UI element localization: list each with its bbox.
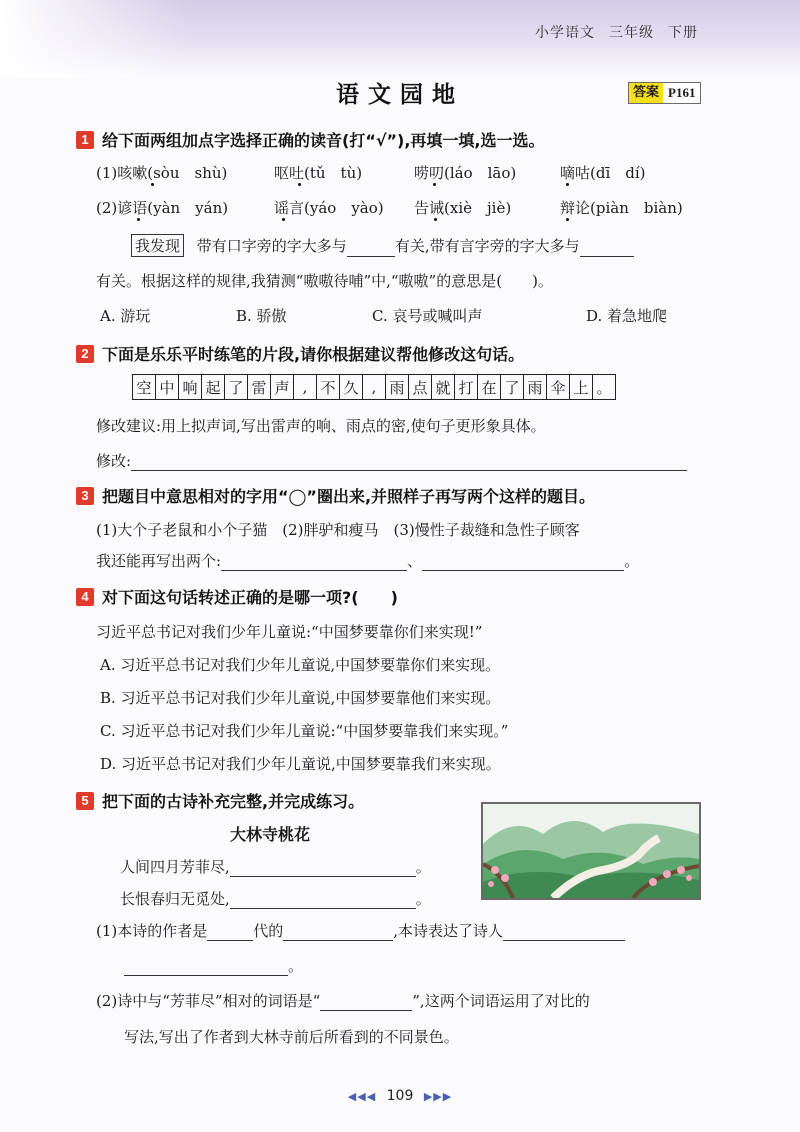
q1-r2-word2: 谣言(yáo yào) [274,199,384,217]
option-b[interactable]: B. 骄傲 [236,307,287,325]
grid-cell: 声 [271,375,294,399]
fill-blank[interactable] [320,994,412,1011]
poem-blank[interactable] [230,860,416,877]
fill-blank[interactable] [207,924,253,941]
question-4-heading [76,585,398,608]
q5-sub1: (1)本诗的作者是 代的 ,本诗表达了诗人 [96,920,625,941]
q5-sub1-cont: 。 [124,955,303,976]
question-3-text: 把题目中意思相对的字用“◯”圈出来,并照样子再写两个这样的题目。 [102,487,596,506]
emphasis-dot [433,183,436,186]
question-2-heading [76,342,524,365]
fill-blank[interactable] [503,924,625,941]
answer-badge[interactable] [628,82,701,104]
subject-label: 小学语文 [535,25,595,41]
q5-sub2: (2)诗中与“芳菲尽”相对的词语是“ ”,这两个词语运用了对比的 [96,992,590,1010]
next-arrows-icon[interactable]: ▶▶▶ [423,1090,453,1103]
option-c[interactable]: C. 哀号或喊叫声 [372,307,483,325]
question-3-heading [76,484,595,507]
poem-line-2: 长恨春归无觅处, 。 [120,890,431,908]
volume-label: 下册 [668,25,698,41]
poem-line-1: 人间四月芳菲尽, 。 [120,858,431,876]
question-2-text: 下面是乐乐平时练笔的片段,请你根据建议帮他修改这句话。 [102,345,525,364]
discover-text-b: 有关,带有言字旁的字大多与 [394,237,580,255]
poem-blank[interactable] [230,892,416,909]
page-footer [0,1088,800,1104]
q2-suggestion: 修改建议:用上拟声词,写出雷声的响、雨点的密,使句子更形象具体。 [96,417,546,435]
fill-blank[interactable] [283,924,393,941]
question-number-badge: 4 [76,588,94,606]
emphasis-dot [137,218,140,221]
discover-text-a: 带有口字旁的字大多与 [196,237,347,255]
prev-arrows-icon[interactable]: ◀◀◀ [347,1090,377,1103]
emphasis-dot [566,218,569,221]
page-number: 109 [386,1088,414,1104]
write-label: 我还能再写出两个: [96,552,222,570]
discover-box: 我发现 [131,234,184,257]
answer-label: 答案 [629,83,663,103]
q1-r1-word2: 呕吐(tǔ tù) [274,164,363,182]
grid-cell: 雨 [524,375,547,399]
q4-option-c[interactable]: C. 习近平总书记对我们少年儿童说:“中国梦要靠我们来实现。” [100,722,509,740]
grid-cell: 在 [478,375,501,399]
question-number-badge: 1 [76,131,94,149]
grid-cell: 中 [156,375,179,399]
q4-option-b[interactable]: B. 习近平总书记对我们少年儿童说,中国梦要靠他们来实现。 [100,689,501,707]
option-a[interactable]: A. 游玩 [100,307,151,325]
q2-revise-line [96,450,687,471]
q3-write-line: 我还能再写出两个: 、 。 [96,552,640,570]
fill-blank[interactable] [221,554,407,571]
q1-r1-word3: 唠叨(láo lāo) [414,164,517,182]
grid-cell: 久 [340,375,363,399]
question-5-heading [76,789,364,812]
q1-r2-word1: (2)谚语(yàn yán) [96,199,229,217]
poem-title: 大林寺桃花 [230,825,311,844]
grid-cell: 了 [225,375,248,399]
q1-r2-word4: 辩论(piàn biàn) [560,199,683,217]
q4-option-d[interactable]: D. 习近平总书记对我们少年儿童说,中国梦要靠我们来实现。 [100,755,501,773]
peach-blossom-landscape-illustration [481,802,701,900]
revise-input[interactable] [131,454,687,471]
grid-cell: 雨 [386,375,409,399]
option-d[interactable]: D. 着急地爬 [586,307,668,325]
grid-cell: , [363,375,386,399]
emphasis-dot [151,183,154,186]
q3-examples: (1)大个子老鼠和小个子猫 (2)胖驴和瘦马 (3)慢性子裁缝和急性子顾客 [96,521,580,539]
q4-option-a[interactable]: A. 习近平总书记对我们少年儿童说,中国梦要靠你们来实现。 [100,656,501,674]
fill-blank[interactable] [580,240,634,257]
q1-r2-word3: 告诫(xiè jiè) [414,199,512,217]
q1-options [100,305,710,329]
fill-blank[interactable] [422,554,624,571]
fill-blank[interactable] [124,959,288,976]
question-4-text: 对下面这句话转述正确的是哪一项?( ) [102,588,398,607]
q5-sub2-cont: 写法,写出了作者到大林寺前后所看到的不同景色。 [124,1028,459,1046]
grid-cell: 点 [409,375,432,399]
grid-cell: 上 [570,375,593,399]
emphasis-dot [282,218,285,221]
grid-cell: 空 [133,375,156,399]
page-header-fade [0,0,190,78]
grid-cell: 不 [317,375,340,399]
page-title: 语文园地 [336,82,464,108]
question-1-heading [76,128,545,151]
fill-blank[interactable] [347,240,395,257]
emphasis-dot [434,218,437,221]
grade-label: 三年级 [609,25,654,41]
q1-discover-line [131,234,634,257]
grid-cell: 响 [179,375,202,399]
question-number-badge: 5 [76,792,94,810]
grid-cell: 伞 [547,375,570,399]
grid-cell: 就 [432,375,455,399]
emphasis-dot [566,183,569,186]
writing-grid [132,374,616,400]
grid-cell: 了 [501,375,524,399]
grid-cell: 雷 [248,375,271,399]
emphasis-dot [298,183,301,186]
answer-page: P161 [668,85,696,100]
grid-cell: 。 [596,378,612,397]
q1-discover-cont: 有关。根据这样的规律,我猜测“嗷嗷待哺”中,“嗷嗷”的意思是( )。 [96,272,553,290]
grid-cell: , [294,375,317,399]
question-5-text: 把下面的古诗补充完整,并完成练习。 [102,792,365,811]
q1-r1-word4: 嘀咕(dī dí) [560,164,646,182]
question-number-badge: 2 [76,345,94,363]
revise-label: 修改: [96,452,132,470]
grid-cell: 起 [202,375,225,399]
q1-row2 [96,197,706,221]
question-1-text: 给下面两组加点字选择正确的读音(打“√”),再填一填,选一选。 [102,131,545,150]
q1-r1-word1: (1)咳嗽(sòu shù) [96,164,228,182]
book-info [521,22,698,42]
q4-quote: 习近平总书记对我们少年儿童说:“中国梦要靠你们来实现!” [96,623,483,641]
q1-row1 [96,162,706,186]
question-number-badge: 3 [76,487,94,505]
grid-cell: 打 [455,375,478,399]
